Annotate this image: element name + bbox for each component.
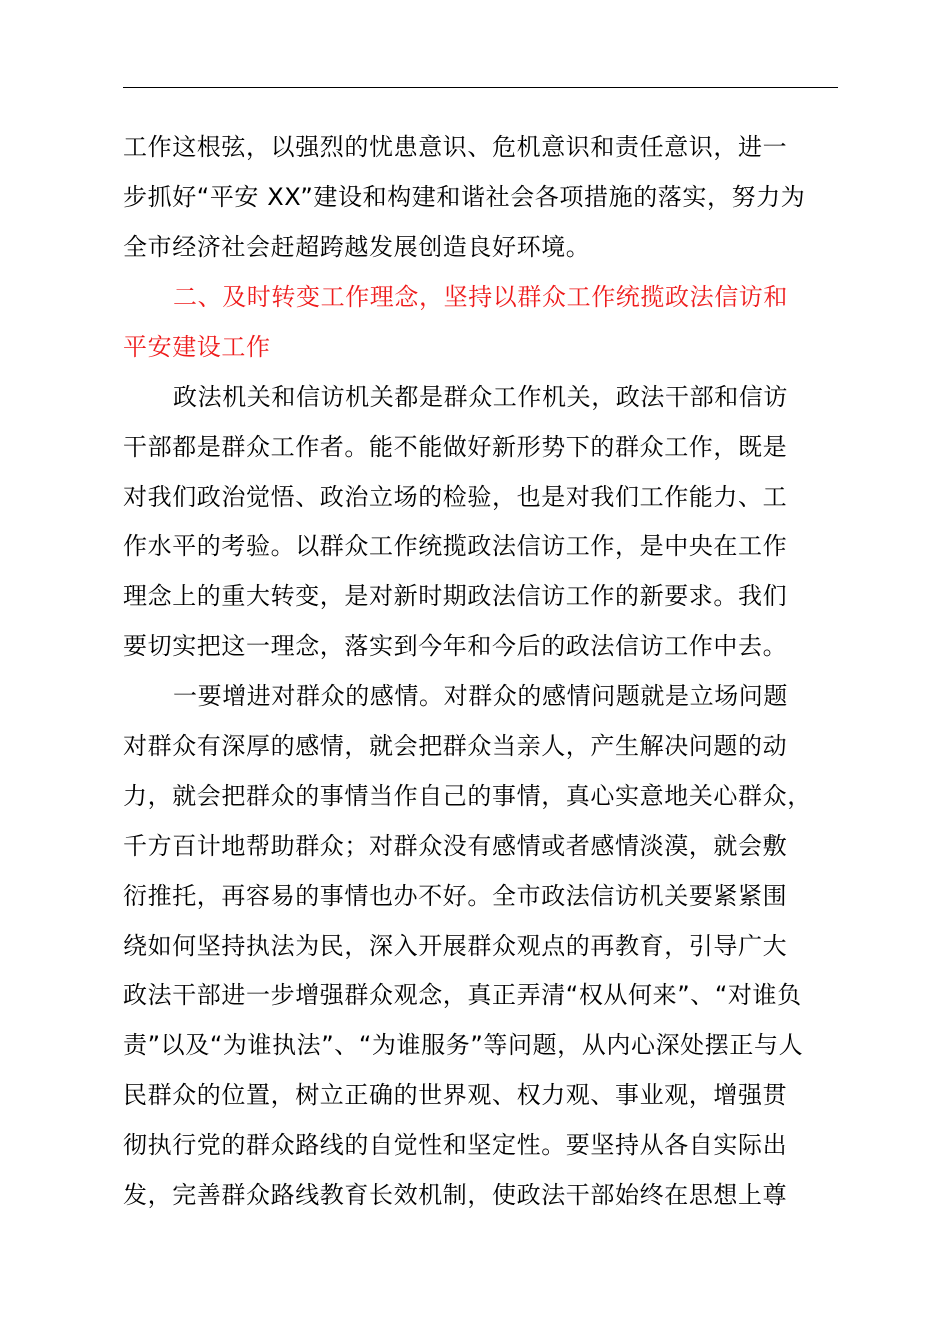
body-line: 发，完善群众路线教育长效机制，使政法干部始终在思想上尊 bbox=[123, 1181, 788, 1209]
body-line: 作水平的考验。以群众工作统揽政法信访工作，是中央在工作 bbox=[123, 532, 788, 560]
section-heading-line: 二、及时转变工作理念，坚持以群众工作统揽政法信访和 bbox=[173, 283, 788, 311]
body-line: 责”以及“为谁执法”、“为谁服务”等问题，从内心深处摆正与人 bbox=[123, 1031, 804, 1059]
section-heading-line: 平安建设工作 bbox=[123, 333, 271, 361]
body-line: 工作这根弦，以强烈的忧患意识、危机意识和责任意识，进一 bbox=[123, 133, 788, 161]
body-line: 彻执行党的群众路线的自觉性和坚定性。要坚持从各自实际出 bbox=[123, 1131, 788, 1159]
body-line: 一要增进对群众的感情。对群众的感情问题就是立场问题 bbox=[173, 682, 788, 710]
body-line: 对群众有深厚的感情，就会把群众当亲人，产生解决问题的动 bbox=[123, 732, 788, 760]
body-line: 绕如何坚持执法为民，深入开展群众观点的再教育，引导广大 bbox=[123, 932, 788, 960]
body-line: 对我们政治觉悟、政治立场的检验，也是对我们工作能力、工 bbox=[123, 483, 788, 511]
body-line: 步抓好“平安 XX”建设和构建和谐社会各项措施的落实，努力为 bbox=[123, 183, 806, 211]
body-line: 干部都是群众工作者。能不能做好新形势下的群众工作，既是 bbox=[123, 433, 788, 461]
header-rule bbox=[123, 87, 838, 88]
body-line: 千方百计地帮助群众；对群众没有感情或者感情淡漠，就会敷 bbox=[123, 832, 788, 860]
body-line: 全市经济社会赶超跨越发展创造良好环境。 bbox=[123, 233, 591, 261]
body-line: 政法机关和信访机关都是群众工作机关，政法干部和信访 bbox=[173, 383, 788, 411]
body-line: 要切实把这一理念，落实到今年和今后的政法信访工作中去。 bbox=[123, 632, 788, 660]
body-line: 民群众的位置，树立正确的世界观、权力观、事业观，增强贯 bbox=[123, 1081, 788, 1109]
body-line: 理念上的重大转变，是对新时期政法信访工作的新要求。我们 bbox=[123, 582, 788, 610]
body-line: 力，就会把群众的事情当作自己的事情，真心实意地关心群众， bbox=[123, 782, 812, 810]
body-line: 衍推托，再容易的事情也办不好。全市政法信访机关要紧紧围 bbox=[123, 882, 788, 910]
body-line: 政法干部进一步增强群众观念，真正弄清“权从何来”、“对谁负 bbox=[123, 981, 802, 1009]
